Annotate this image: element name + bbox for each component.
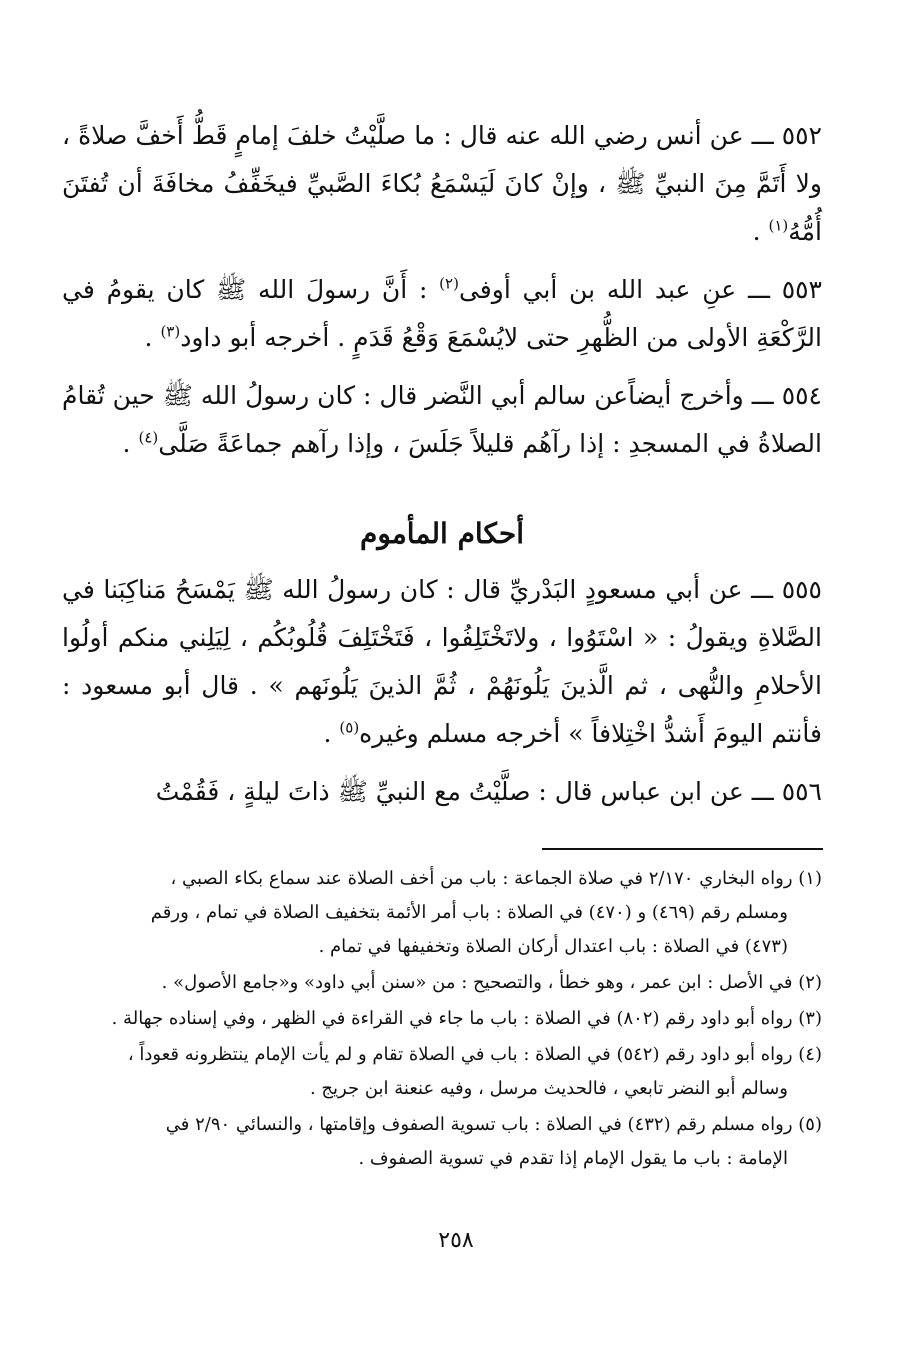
footnote-ref: (٥) <box>339 718 360 737</box>
footnote-line: (٤٧٣) في الصلاة : باب اعتدال أركان الصلاة وتخفيفها في تمام . <box>318 936 788 957</box>
footnote-line: رواه أبو داود رقم (٨٠٢) في الصلاة : باب ما جاء في القراءة في الظهر ، وفي إسناده جهالة . <box>111 1008 793 1029</box>
hadith-end: . <box>752 217 769 246</box>
hadith-556 <box>62 768 822 816</box>
hadith-554 <box>62 372 822 468</box>
hadith-end: . <box>122 429 139 458</box>
hadith-text: عنِ عبد الله بن أبي أوفى <box>458 275 737 304</box>
footnote-marker: (٥) <box>798 1114 822 1135</box>
hadith-number: ٥٥٣ <box>781 275 822 304</box>
footnotes <box>62 862 822 1178</box>
footnote-marker: (٢) <box>798 972 822 993</box>
footnote-line: رواه أبو داود رقم (٥٤٢) في الصلاة : باب في الصلاة تقام و لم يأت الإمام ينتظرونه قعوداً ، <box>127 1044 793 1065</box>
footnote-1 <box>62 862 822 964</box>
hadith-dash: ـــ <box>751 121 774 150</box>
hadith-number: ٥٥٤ <box>781 381 822 410</box>
footnote-separator <box>542 848 823 850</box>
hadith-number: ٥٥٥ <box>781 575 822 604</box>
footnote-marker: (٤) <box>798 1044 822 1065</box>
footnote-line: في الأصل : ابن عمر ، وهو خطأ ، والتصحيح : من «سنن أبي داود» و«جامع الأصول» . <box>161 972 793 993</box>
footnote-line: وسالم أبو النضر تابعي ، فالحديث مرسل ، وفيه عنعنة ابن جريج . <box>309 1078 788 1099</box>
footnote-marker: (٣) <box>798 1008 822 1029</box>
footnote-ref: (٣) <box>160 322 181 341</box>
hadith-552 <box>62 112 822 256</box>
footnote-ref: (٤) <box>138 428 159 447</box>
footnote-line: ومسلم رقم (٤٦٩) و (٤٧٠) في الصلاة : باب أمر الأئمة بتخفيف الصلاة في تمام ، ورقم <box>150 902 788 923</box>
hadith-text: عن أنس رضي الله عنه قال : ما صلَّيْتُ خلفَ إمامٍ قَطُّ أَخفَّ صلاةً ، ولا أَتَمَّ مِنَ النبيِّ ﷺ ، وإنْ كانَ لَيَسْمَعُ بُكاءَ الصَّبيِّ فيخَفِّفُ مخافَةَ أن تُفتَنَ أُمُّهُ <box>62 121 822 246</box>
hadith-dash: ـــ <box>751 575 774 604</box>
page-number: ٢٥٨ <box>438 1228 474 1253</box>
hadith-text: وأخرج أيضاًعن سالم أبي النَّضر قال : كان رسولُ الله ﷺ حين تُقامُ الصلاةُ في المسجدِ : إذا رآهُم قليلاً جَلَسَ ، وإذا رآهم جماعَةً صَلَّى <box>62 381 822 458</box>
hadith-end: . <box>323 719 340 748</box>
hadith-dash: ـــ <box>751 777 774 806</box>
footnote-4 <box>62 1038 822 1106</box>
footnote-marker: (١) <box>798 868 822 889</box>
main-text <box>62 112 822 826</box>
hadith-number: ٥٥٦ <box>781 777 822 806</box>
footnote-line: رواه مسلم رقم (٤٣٢) في الصلاة : باب تسوية الصفوف وإقامتها ، والنسائي ٢/٩٠ في <box>165 1114 793 1135</box>
hadith-number: ٥٥٢ <box>781 121 822 150</box>
section-heading: أحكام المأموم <box>360 517 524 550</box>
footnote-5 <box>62 1108 822 1176</box>
footnote-line: الإمامة : باب ما يقول الإمام إذا تقدم في تسوية الصفوف . <box>358 1148 788 1169</box>
hadith-text: عن أبي مسعودٍ البَدْريِّ قال : كان رسولُ الله ﷺ يَمْسَحُ مَناكِبَنا في الصَّلاةِ ويقولُ : « اسْتَوُوا ، ولاتَخْتَلِفُوا ، فَتَخْتَلِفَ قُلُوبُكُم ، لِيَلِني منكم أولُوا الأحلامِ والنُّهى ، ثم الَّذينَ يَلُونَهُمْ ، ثُمَّ الذينَ يَلُونَهم » . قال أبو مسعود : فأنتم اليومَ أَشدُّ اخْتِلافاً » أخرجه مسلم وغيره <box>62 575 822 748</box>
footnote-ref: (٢) <box>439 274 459 293</box>
footnote-line: رواه البخاري ٢/١٧٠ في صلاة الجماعة : باب من أخف الصلاة عند سماع بكاء الصبي ، <box>170 868 793 889</box>
hadith-text: عن ابن عباس قال : صلَّيْتُ مع النبيِّ ﷺ ذاتَ ليلةٍ ، فَقُمْتُ <box>155 777 744 806</box>
footnote-ref: (١) <box>768 216 789 235</box>
footnote-3 <box>62 1002 822 1036</box>
footnote-2 <box>62 966 822 1000</box>
hadith-text-continued: : أَنَّ رسولَ الله ﷺ كان يقومُ في الرَّكْعَةِ الأولى من الظُّهرِ حتى لايُسْمَعَ وَقْعُ قَدَمٍ . أخرجه أبو داود <box>62 275 822 352</box>
hadith-end: . <box>144 323 161 352</box>
hadith-555 <box>62 566 822 758</box>
hadith-553 <box>62 266 822 362</box>
hadith-dash: ـــ <box>747 275 770 304</box>
hadith-dash: ـــ <box>751 381 774 410</box>
